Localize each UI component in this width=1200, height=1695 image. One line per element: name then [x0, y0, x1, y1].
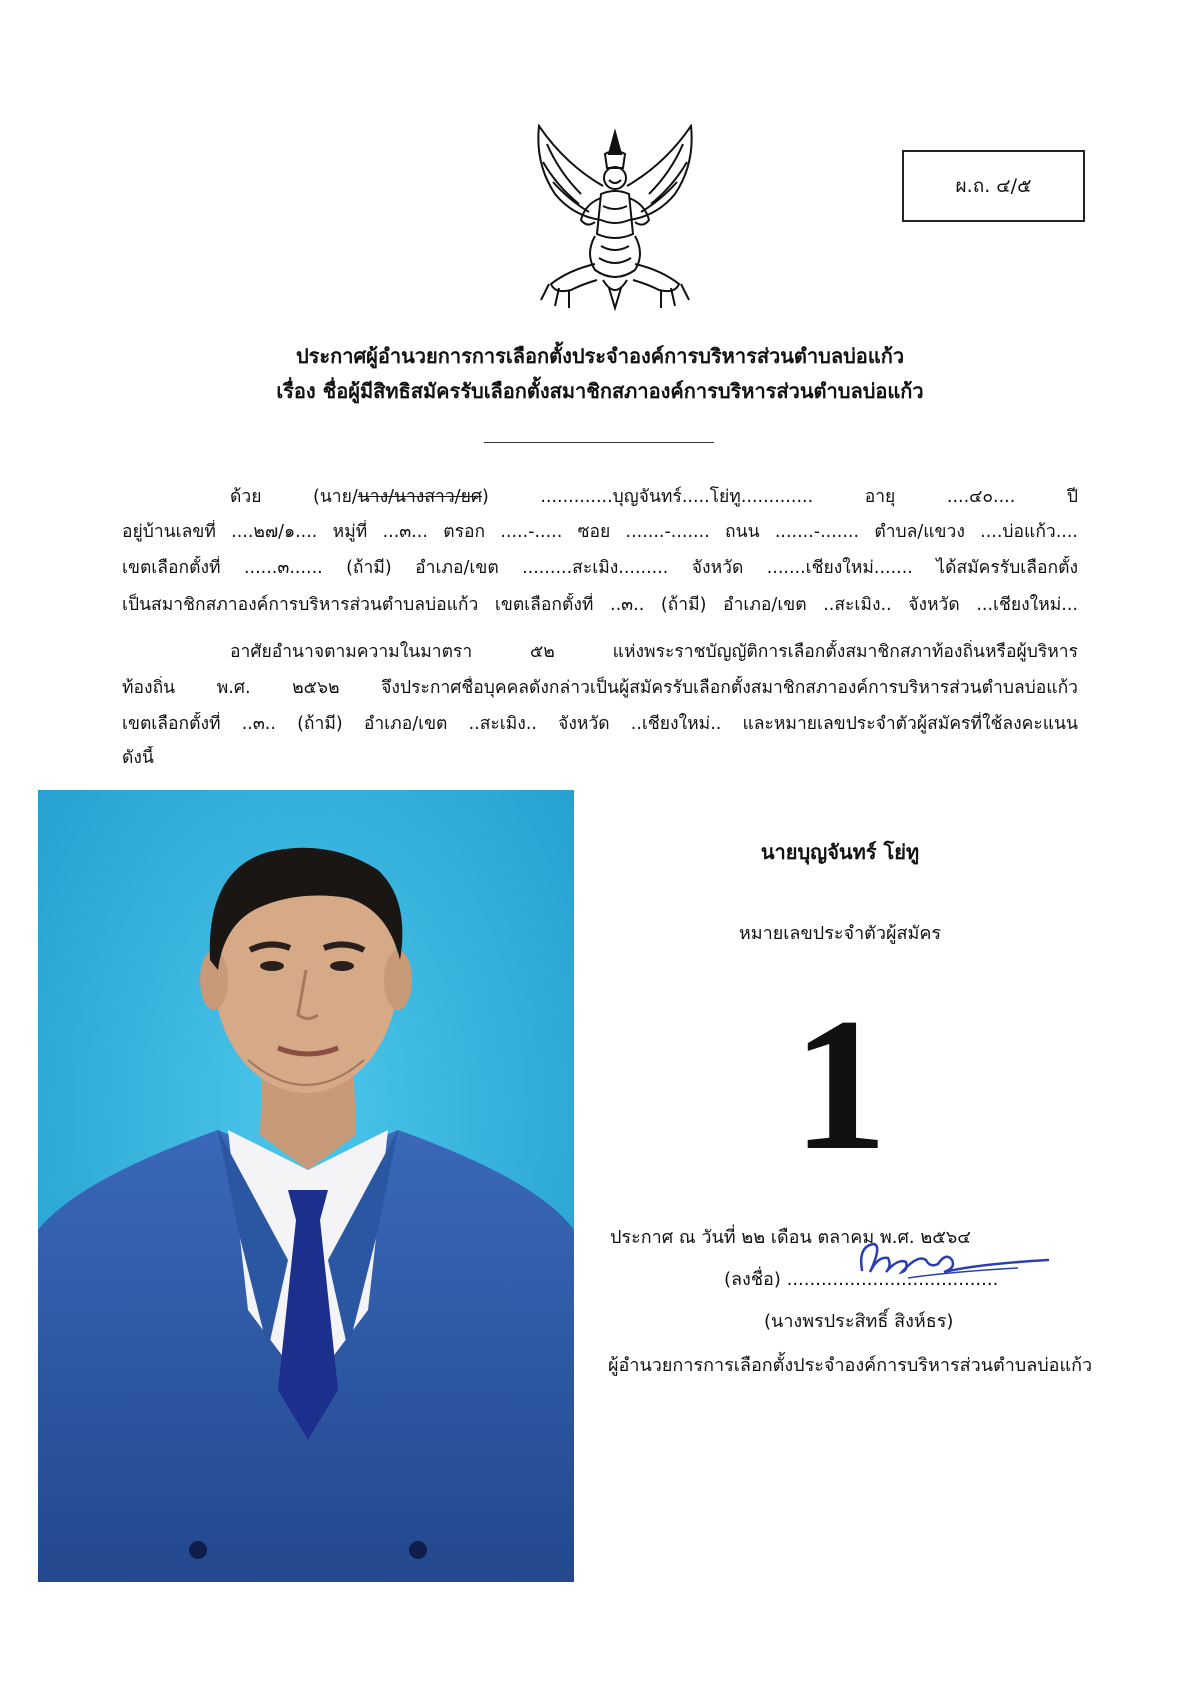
signature-line: (ลงชื่อ) ..................................... [724, 1269, 999, 1290]
paragraph1-line3: เขตเลือกตั้งที่ ......๓...... (ถ้ามี) อำเภอ/เขต .........สะเมิง......... จังหวัด .......เชียงใหม่....... ได้สมัครรับเลือกตั้ง [122, 558, 1078, 578]
announcement-title: ประกาศผู้อำนวยการการเลือกตั้งประจำองค์การบริหารส่วนตำบลบ่อแก้ว [295, 344, 905, 368]
title-divider [484, 442, 714, 443]
paragraph1-line2: อยู่บ้านเลขที่ ....๒๗/๑.... หมู่ที่ ...๓... ตรอก .....-..... ซอย .......-....... ถนน .......-....... ตำบล/แขวง ....บ่อแก้ว.... [122, 522, 1078, 542]
paragraph1-line4: เป็นสมาชิกสภาองค์การบริหารส่วนตำบลบ่อแก้ว เขตเลือกตั้งที่ ..๓.. (ถ้ามี) อำเภอ/เขต ..สะเมิง.. จังหวัด ...เชียงใหม่... [122, 595, 1078, 615]
form-code: ผ.ถ. ๔/๕ [955, 175, 1032, 197]
candidate-number: 1 [792, 980, 888, 1190]
paragraph1-line1: ด้วย (นาย/นาง/นางสาว/ยศ) .............บุญจันทร์.....โย่ทู............. อายุ ....๔๐.... ปี [230, 487, 1078, 507]
candidate-photo [38, 790, 574, 1582]
candidate-name: นายบุญจันทร์ โย่ทู [760, 840, 920, 864]
paragraph2-line1: อาศัยอำนาจตามความในมาตรา ๕๒ แห่งพระราชบัญญัติการเลือกตั้งสมาชิกสภาท้องถิ่นหรือผู้บริหาร [230, 642, 1078, 662]
signer-position: ผู้อำนวยการการเลือกตั้งประจำองค์การบริหารส่วนตำบลบ่อแก้ว [608, 1355, 1093, 1376]
form-code-box [902, 150, 1085, 222]
paragraph2-line2: ท้องถิ่น พ.ศ. ๒๕๖๒ จึงประกาศชื่อบุคคลดังกล่าวเป็นผู้สมัครรับเลือกตั้งสมาชิกสภาองค์การบริหารส่วนตำบลบ่อแก้ว [122, 678, 1078, 698]
candidate-number-label: หมายเลขประจำตัวผู้สมัคร [738, 923, 942, 944]
struck-titles: นาง/นางสาว/ยศ [357, 487, 482, 507]
garuda-emblem-icon [525, 124, 705, 312]
handwritten-signature [848, 1238, 1053, 1284]
paragraph2-line4: ดังนี้ [122, 748, 154, 768]
announcement-date: ประกาศ ณ วันที่ ๒๒ เดือน ตลาคม พ.ศ. ๒๕๖๔ [610, 1227, 971, 1248]
announcement-subject: เรื่อง ชื่อผู้มีสิทธิสมัครรับเลือกตั้งสมาชิกสภาองค์การบริหารส่วนตำบลบ่อแก้ว [276, 379, 924, 403]
paragraph2-line3: เขตเลือกตั้งที่ ..๓.. (ถ้ามี) อำเภอ/เขต ..สะเมิง.. จังหวัด ..เชียงใหม่.. และหมายเลขประจำตัวผู้สมัครที่ใช้ลงคะแนน [122, 714, 1078, 734]
signer-name: (นางพรประสิทธิ์ สิงห์ธร) [764, 1311, 954, 1332]
